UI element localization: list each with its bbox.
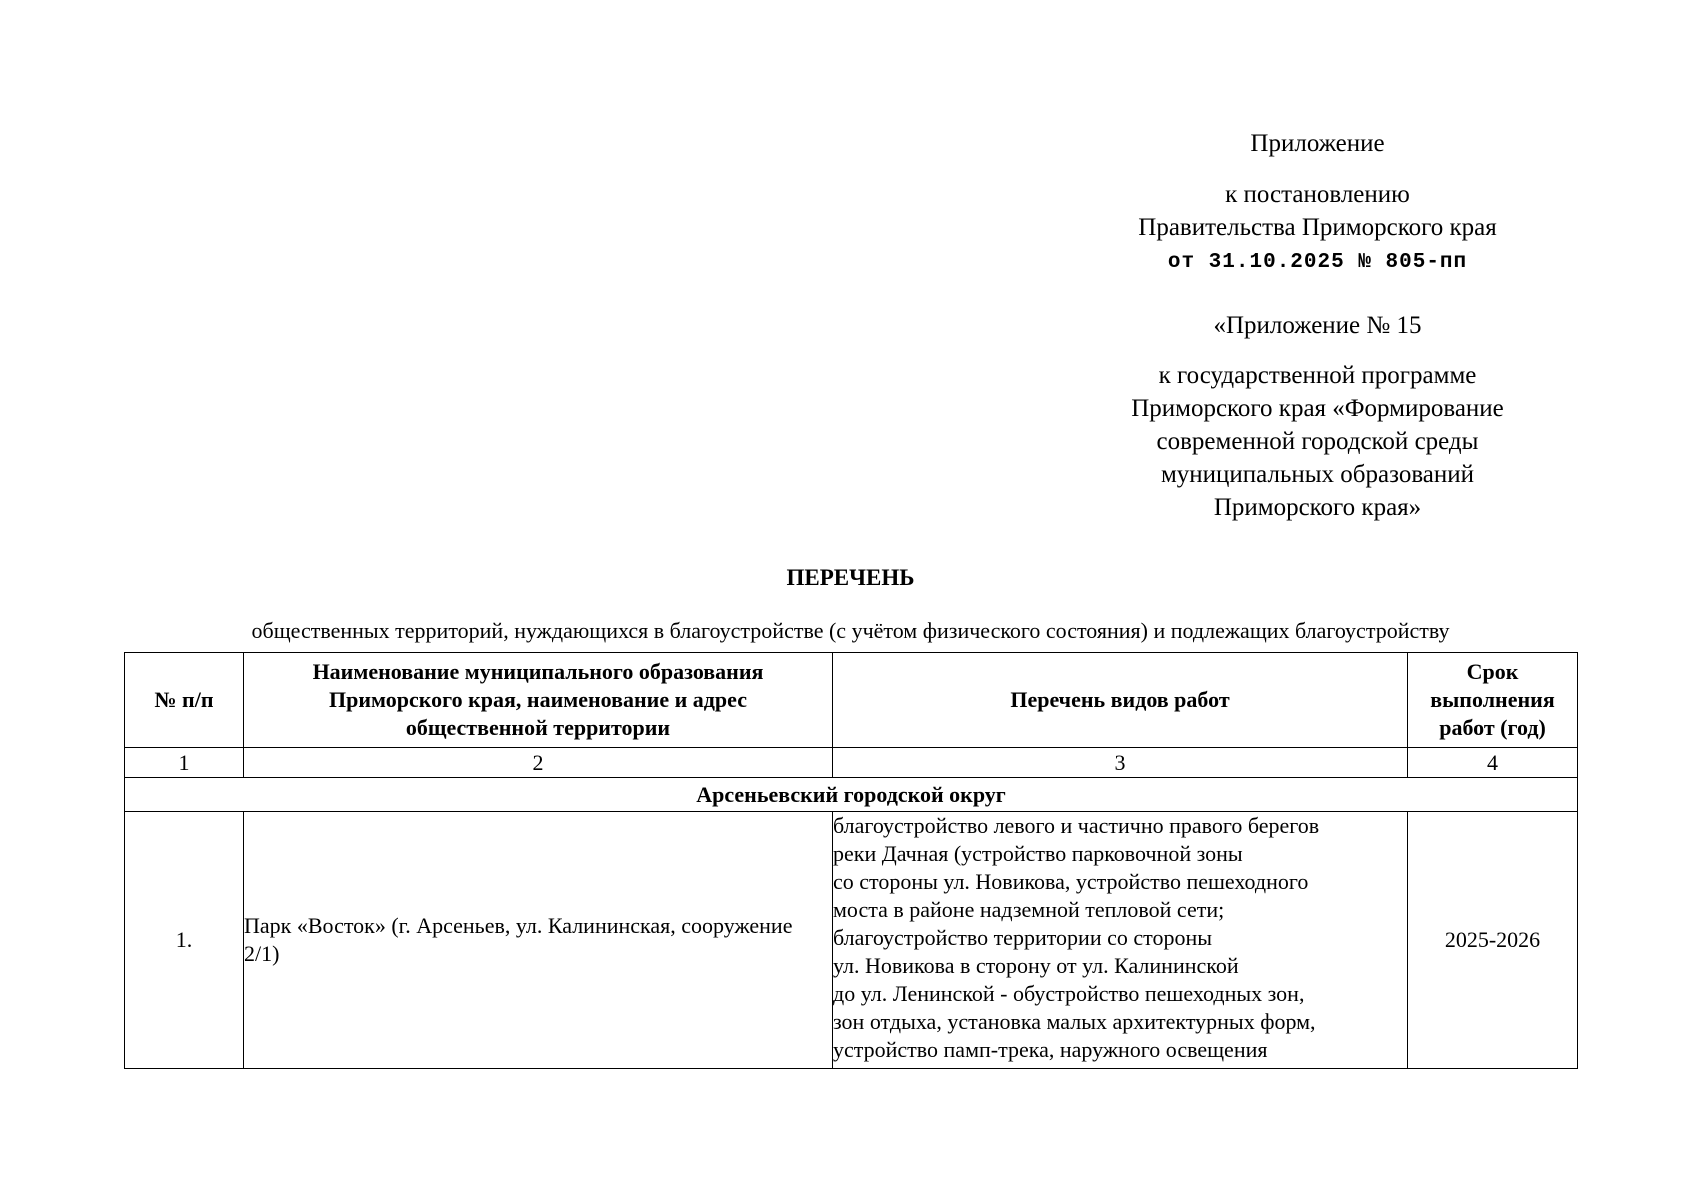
appendix15-line: современной городской среды (1156, 428, 1479, 455)
works-line: благоустройство левого и частично правого берегов (833, 813, 1320, 838)
row-works (833, 812, 1408, 1069)
appendix15-line: Приморского края «Формирование (1131, 395, 1504, 422)
works-line: зон отдыха, установка малых архитектурных форм, (833, 1009, 1316, 1034)
appendix15-line: Приморского края» (1213, 494, 1422, 521)
appendix15-subtitle (1090, 359, 1545, 524)
header-number: № п/п (125, 653, 244, 748)
works-line: устройство памп-трека, наружного освещения (833, 1037, 1268, 1062)
table-header-row (125, 653, 1578, 748)
document-subtitle: общественных территорий, нуждающихся в благоустройстве (с учётом физического состояния) и подлежащих благоустройству (251, 618, 1450, 643)
works-line: со стороны ул. Новикова, устройство пешеходного (833, 869, 1309, 894)
works-line: до ул. Ленинской - обустройство пешеходных зон, (833, 981, 1305, 1006)
column-number: 1 (125, 748, 244, 778)
appendix15-line: к государственной программе (1158, 362, 1477, 389)
works-line: благоустройство территории со стороны (833, 925, 1212, 950)
appendix-line: Правительства Приморского края (1138, 214, 1497, 241)
group-row (125, 778, 1578, 812)
appendix-date-number: от 31.10.2025 № 805-пп (1167, 251, 1468, 274)
works-line: реки Дачная (устройство парковочной зоны (833, 841, 1243, 866)
row-territory-name: Парк «Восток» (г. Арсеньев, ул. Калининская, сооружение 2/1) (244, 812, 833, 1069)
column-number: 2 (244, 748, 833, 778)
appendix15-title: «Приложение № 15 (1213, 312, 1422, 339)
column-number-row (125, 748, 1578, 778)
document-heading: ПЕРЕЧЕНЬ (786, 565, 915, 590)
header-territory-name: Наименование муниципального образования Приморского края, наименование и адрес общественной территории (244, 653, 833, 748)
appendix-line: к постановлению (1225, 181, 1410, 208)
header-works: Перечень видов работ (833, 653, 1408, 748)
group-name: Арсеньевский городской округ (125, 778, 1578, 812)
table-row (125, 812, 1578, 1069)
appendix-title: Приложение (1250, 130, 1385, 157)
appendix-subtitle (1090, 178, 1545, 244)
appendix15-line: муниципальных образований (1160, 461, 1475, 488)
works-line: ул. Новикова в сторону от ул. Калининской (833, 953, 1239, 978)
column-number: 4 (1408, 748, 1578, 778)
row-number: 1. (125, 812, 244, 1069)
row-term: 2025-2026 (1408, 812, 1578, 1069)
works-line: моста в районе надземной тепловой сети; (833, 897, 1225, 922)
header-term: Срок выполнения работ (год) (1408, 653, 1578, 748)
territories-table (124, 652, 1578, 1069)
column-number: 3 (833, 748, 1408, 778)
